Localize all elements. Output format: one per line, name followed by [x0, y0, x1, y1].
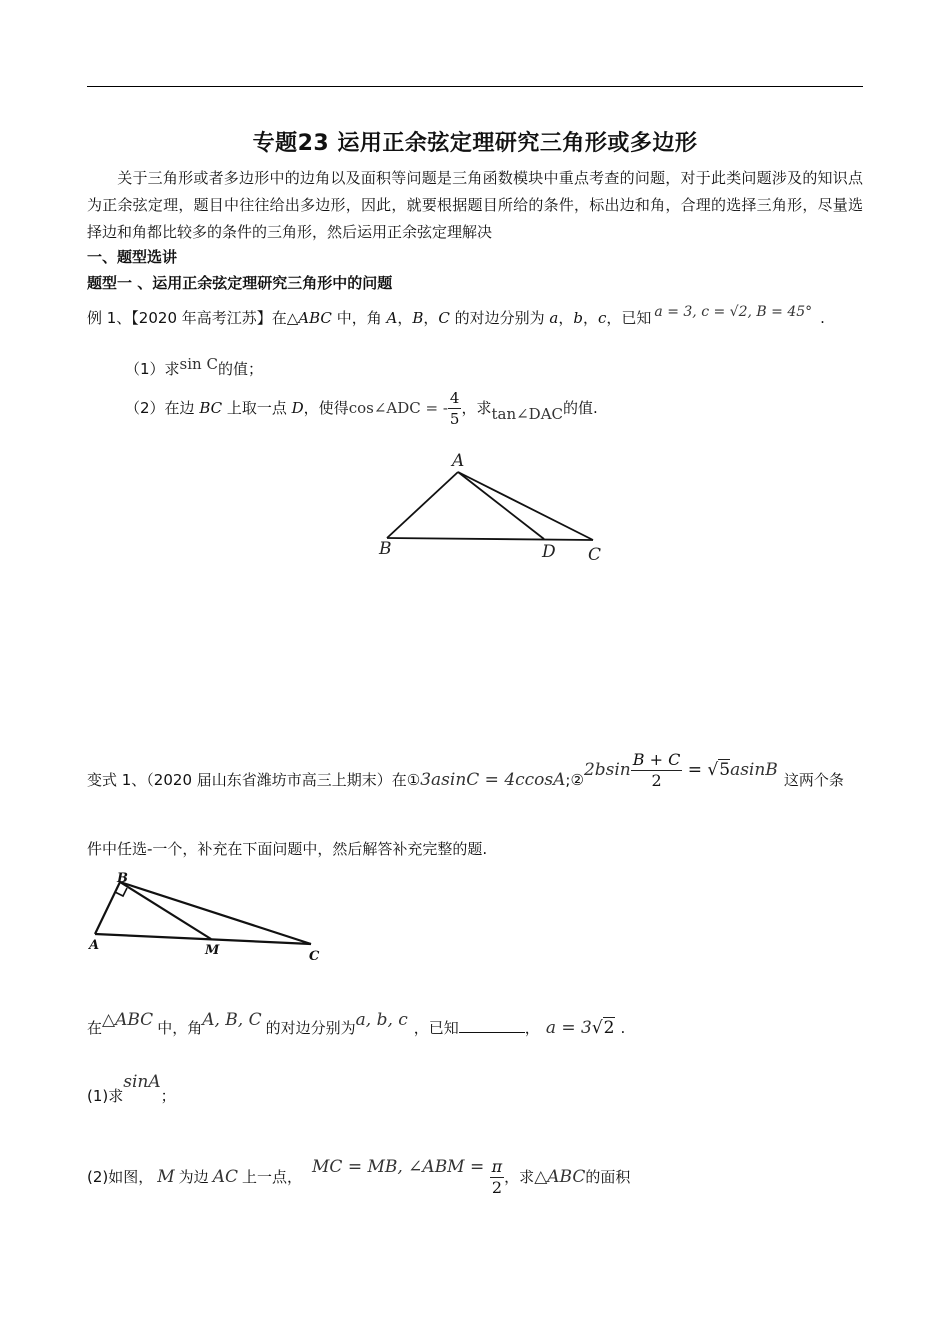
- edge-BM: [120, 882, 211, 939]
- label-A: A: [89, 938, 100, 953]
- edge-AB: [387, 472, 458, 538]
- variant1-line2: 件中任选-一个，补充在下面问题中，然后解答补充完整的题.: [87, 840, 488, 858]
- condition-1: 3asinC = 4ccosA: [420, 770, 566, 790]
- edge-AC: [95, 934, 311, 944]
- answer-blank: [459, 1018, 525, 1033]
- sqrt-5: √5: [707, 760, 731, 780]
- triangle-figure-2: [85, 868, 335, 968]
- example1-part1: （1）求sin C的值；: [125, 355, 263, 378]
- label-D: D: [542, 542, 556, 562]
- given-values: a = 3, c = √2, B = 45°: [654, 304, 813, 320]
- edge-BC: [387, 538, 593, 540]
- problem-part2: (2)如图， M 为边 AC 上一点， MC = MB, ∠ABM = $\frac{\pi}{2}$ ，求△ABC的面积: [87, 1157, 631, 1197]
- label-C: C: [588, 545, 602, 565]
- fraction-BC-2: $\frac{B + C}{2}$: [632, 750, 681, 790]
- fraction-4-5: $\frac{4}{5}$: [449, 389, 460, 428]
- sqrt-2: √2: [591, 1018, 615, 1038]
- sinA-expr: sinA: [123, 1072, 161, 1092]
- example1-part2: （2）在边 BC 上取一点 D，使得cos∠ADC = - $\frac{4}{5}$ ，求tan∠DAC的值.: [125, 389, 598, 428]
- edge-AC: [458, 472, 593, 540]
- problem-part1: (1)求sinA；: [87, 1072, 176, 1105]
- header-rule: [87, 86, 863, 87]
- label-M: M: [205, 943, 220, 958]
- tan-expr: tan∠DAC: [491, 405, 564, 423]
- example1-statement: 例 1、【2020 年高考江苏】在△ABC 中，角 A，B，C 的对边分别为 a，b，c，已知 a = 3, c = √2, B = 45° .: [87, 304, 825, 327]
- intro-paragraph: [87, 165, 863, 246]
- edge-BC: [120, 882, 311, 944]
- sinC-expr: sin C: [179, 355, 218, 373]
- label-B: B: [117, 871, 128, 886]
- label-C: C: [309, 949, 320, 964]
- problem-statement: 在△ABC 中，角A, B, C 的对边分别为a, b, c ，已知 ， a = 3√2 .: [87, 1010, 626, 1038]
- label-B: B: [379, 539, 392, 559]
- intro-text: 关于三角形或者多边形中的边角以及面积等问题是三角函数模块中重点考查的问题，对于此类问题涉及的知识点为正余弦定理，题目中往往给出多边形，因此，就要根据题目所给的条件，标出边和角，合理的选择三角形，尽量选择边和角都比较多的条件的三角形，然后运用正余弦定理解决: [87, 169, 863, 241]
- triangle-figure-1: [370, 448, 610, 566]
- fraction-pi-2: $\frac{\pi}{2}$: [491, 1157, 503, 1197]
- edge-AB: [95, 882, 120, 934]
- page-title: 专题23 运用正余弦定理研究三角形或多边形: [252, 131, 698, 156]
- type-heading: 题型一 、运用正余弦定理研究三角形中的问题: [87, 274, 393, 292]
- edge-AD: [458, 472, 544, 539]
- label-A: A: [452, 451, 465, 471]
- section-heading: 一、题型选讲: [87, 248, 178, 266]
- variant1-statement: 变式 1、（2020 届山东省潍坊市高三上期末）在①3asinC = 4ccosA;②2bsin $\frac{B + C}{2}$ = √5asinB 这两个条: [87, 750, 844, 790]
